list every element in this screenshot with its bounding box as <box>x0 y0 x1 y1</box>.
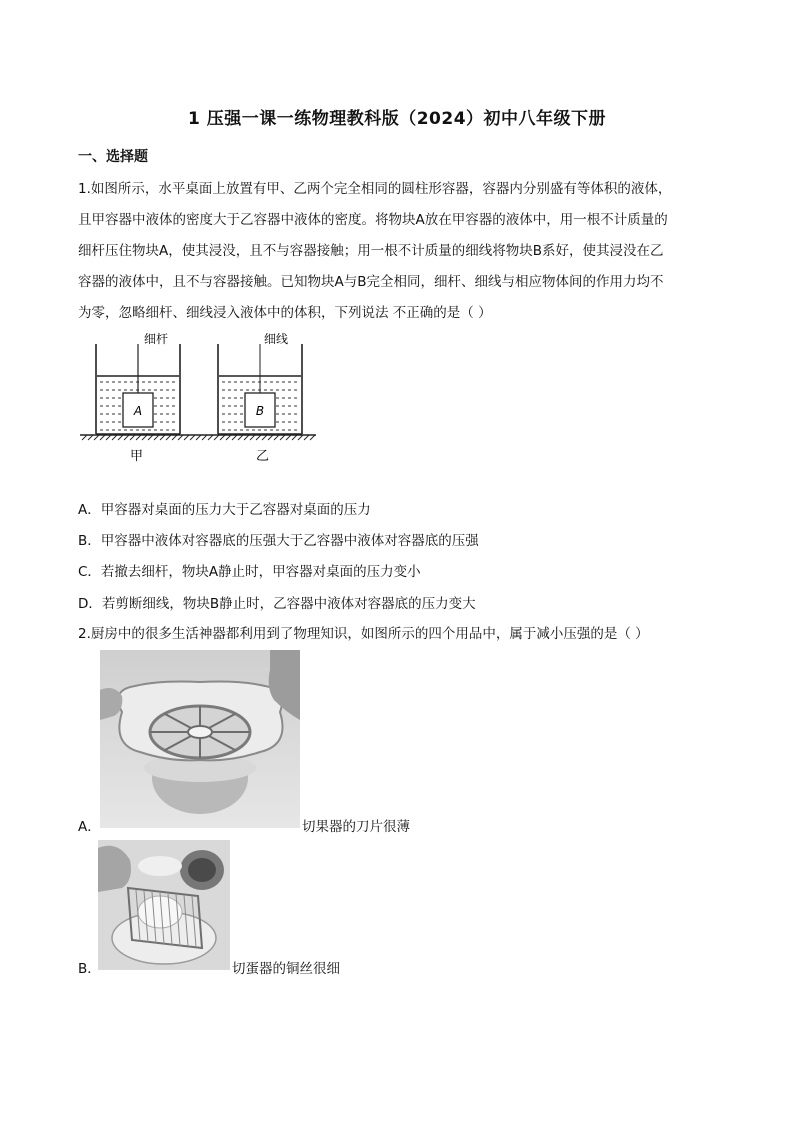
page-title: 1 压强一课一练物理教科版（2024）初中八年级下册 <box>187 109 607 129</box>
container-yi <box>218 331 302 434</box>
apple-slicer-image <box>100 650 300 828</box>
container-yi-label: 乙 <box>256 449 270 464</box>
block-b-label: B <box>255 404 265 418</box>
question-1-line: 1.如图所示，水平桌面上放置有甲、乙两个完全相同的圆柱形容器，容器内分别盛有等体积的液体， <box>78 181 672 197</box>
question-2-option-a-caption: 切果器的刀片很薄 <box>302 819 410 835</box>
table-surface <box>80 435 316 440</box>
question-1-option-c: C．若撤去细杆，物块A静止时，甲容器对桌面的压力变小 <box>78 564 421 580</box>
question-1-option-a: A．甲容器对桌面的压力大于乙容器对桌面的压力 <box>78 502 371 518</box>
question-2-option-b-caption: 切蛋器的铜丝很细 <box>232 961 340 977</box>
question-1-line: 细杆压住物块A，使其浸没，且不与容器接触；用一根不计质量的细线将物块B系好，使其浸没在乙 <box>78 243 664 259</box>
question-1-line: 且甲容器中液体的密度大于乙容器中液体的密度。将物块A放在甲容器的液体中，用一根不计质量的 <box>78 212 668 228</box>
container-figure <box>78 330 318 490</box>
question-2-stem: 2.厨房中的很多生活神器都利用到了物理知识，如图所示的四个用品中，属于减小压强的是（ ） <box>78 626 649 642</box>
question-1-line: 容器的液体中，且不与容器接触。已知物块A与B完全相同，细杆、细线与相应物体间的作用力均不 <box>78 274 664 290</box>
question-2-option-b-label: B． <box>78 961 101 977</box>
string-label: 细线 <box>264 332 289 346</box>
section-heading: 一、选择题 <box>78 149 148 165</box>
egg-slicer-image <box>98 840 230 970</box>
block-a-label: A <box>133 404 143 418</box>
question-1-line: 为零，忽略细杆、细线浸入液体中的体积，下列说法 不正确的是（ ） <box>78 305 492 321</box>
question-2-option-a-label: A． <box>78 819 101 835</box>
container-jia <box>96 331 180 434</box>
container-jia-label: 甲 <box>130 449 144 464</box>
rod-label: 细杆 <box>144 332 169 346</box>
question-1-option-b: B．甲容器中液体对容器底的压强大于乙容器中液体对容器底的压强 <box>78 533 479 549</box>
question-1-option-d: D．若剪断细线，物块B静止时，乙容器中液体对容器底的压力变大 <box>78 596 476 612</box>
question-1-stem <box>78 174 726 329</box>
